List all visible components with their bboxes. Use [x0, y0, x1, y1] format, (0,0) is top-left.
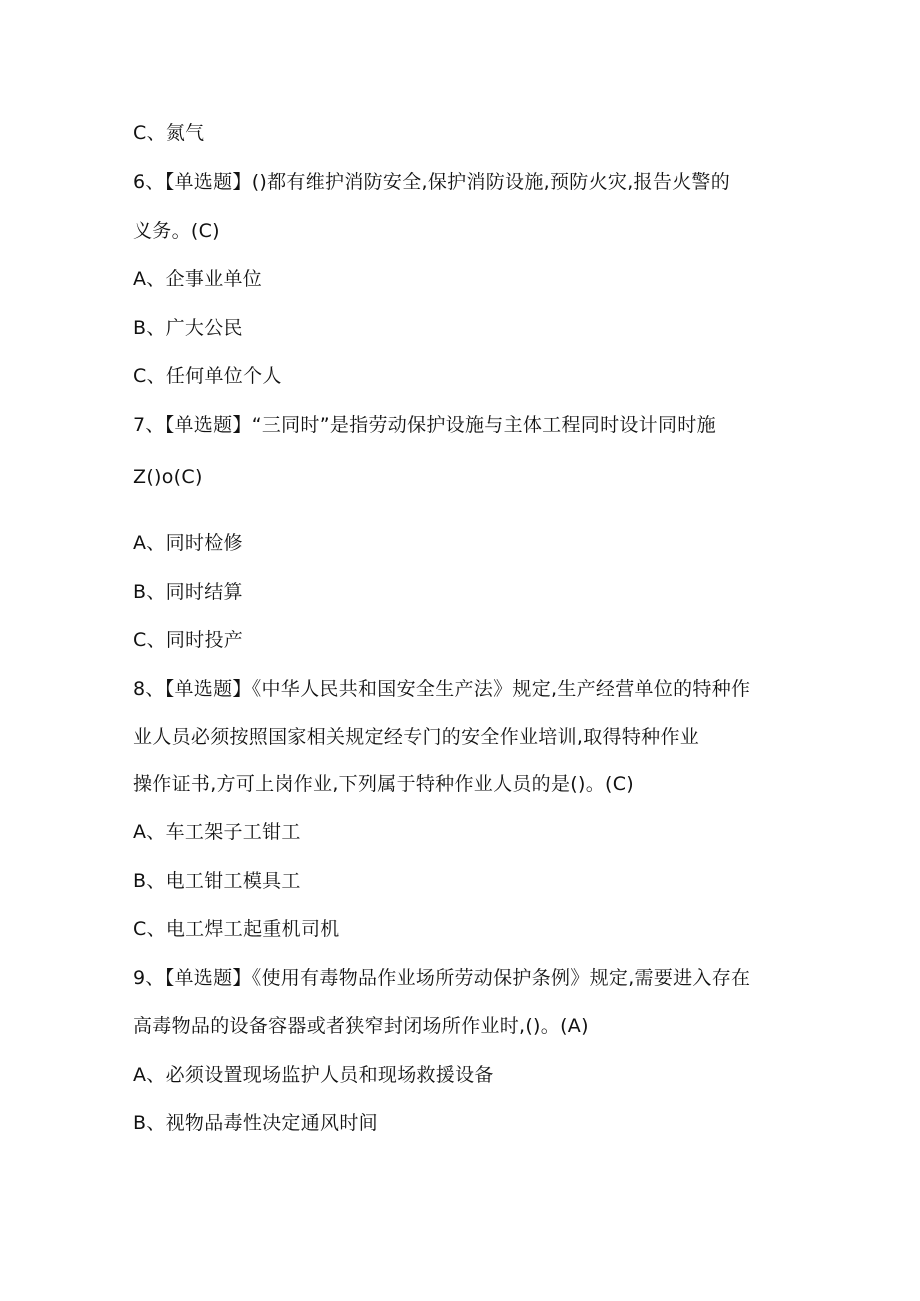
question-line: 6、【单选题】()都有维护消防安全,保护消防设施,预防火灾,报告火警的 — [133, 171, 731, 193]
question-line: 高毒物品的设备容器或者狭窄封闭场所作业时,()。(A) — [133, 1015, 589, 1037]
option-line: A、同时检修 — [133, 532, 243, 554]
option-line: A、必须设置现场监护人员和现场救援设备 — [133, 1064, 494, 1086]
option-line: B、视物品毒性决定通风时间 — [133, 1112, 378, 1134]
question-line: Z()o(C) — [133, 466, 203, 488]
option-line: B、同时结算 — [133, 581, 243, 603]
question-line: 操作证书,方可上岗作业,下列属于特种作业人员的是()。(C) — [133, 773, 634, 795]
option-line: C、任何单位个人 — [133, 365, 282, 387]
question-line: 8、【单选题】《中华人民共和国安全生产法》规定,生产经营单位的特种作 — [133, 678, 751, 700]
question-line: 7、【单选题】“三同时”是指劳动保护设施与主体工程同时设计同时施 — [133, 414, 716, 436]
option-line: B、广大公民 — [133, 317, 243, 339]
option-line: C、电工焊工起重机司机 — [133, 918, 340, 940]
option-line: C、氮气 — [133, 122, 205, 144]
option-line: A、车工架子工钳工 — [133, 821, 301, 843]
option-line: C、同时投产 — [133, 629, 244, 651]
question-line: 义务。(C) — [133, 220, 220, 242]
option-line: B、电工钳工模具工 — [133, 870, 301, 892]
question-line: 业人员必须按照国家相关规定经专门的安全作业培训,取得特种作业 — [133, 726, 700, 748]
question-line: 9、【单选题】《使用有毒物品作业场所劳动保护条例》规定,需要进入存在 — [133, 967, 751, 989]
option-line: A、企事业单位 — [133, 268, 263, 290]
